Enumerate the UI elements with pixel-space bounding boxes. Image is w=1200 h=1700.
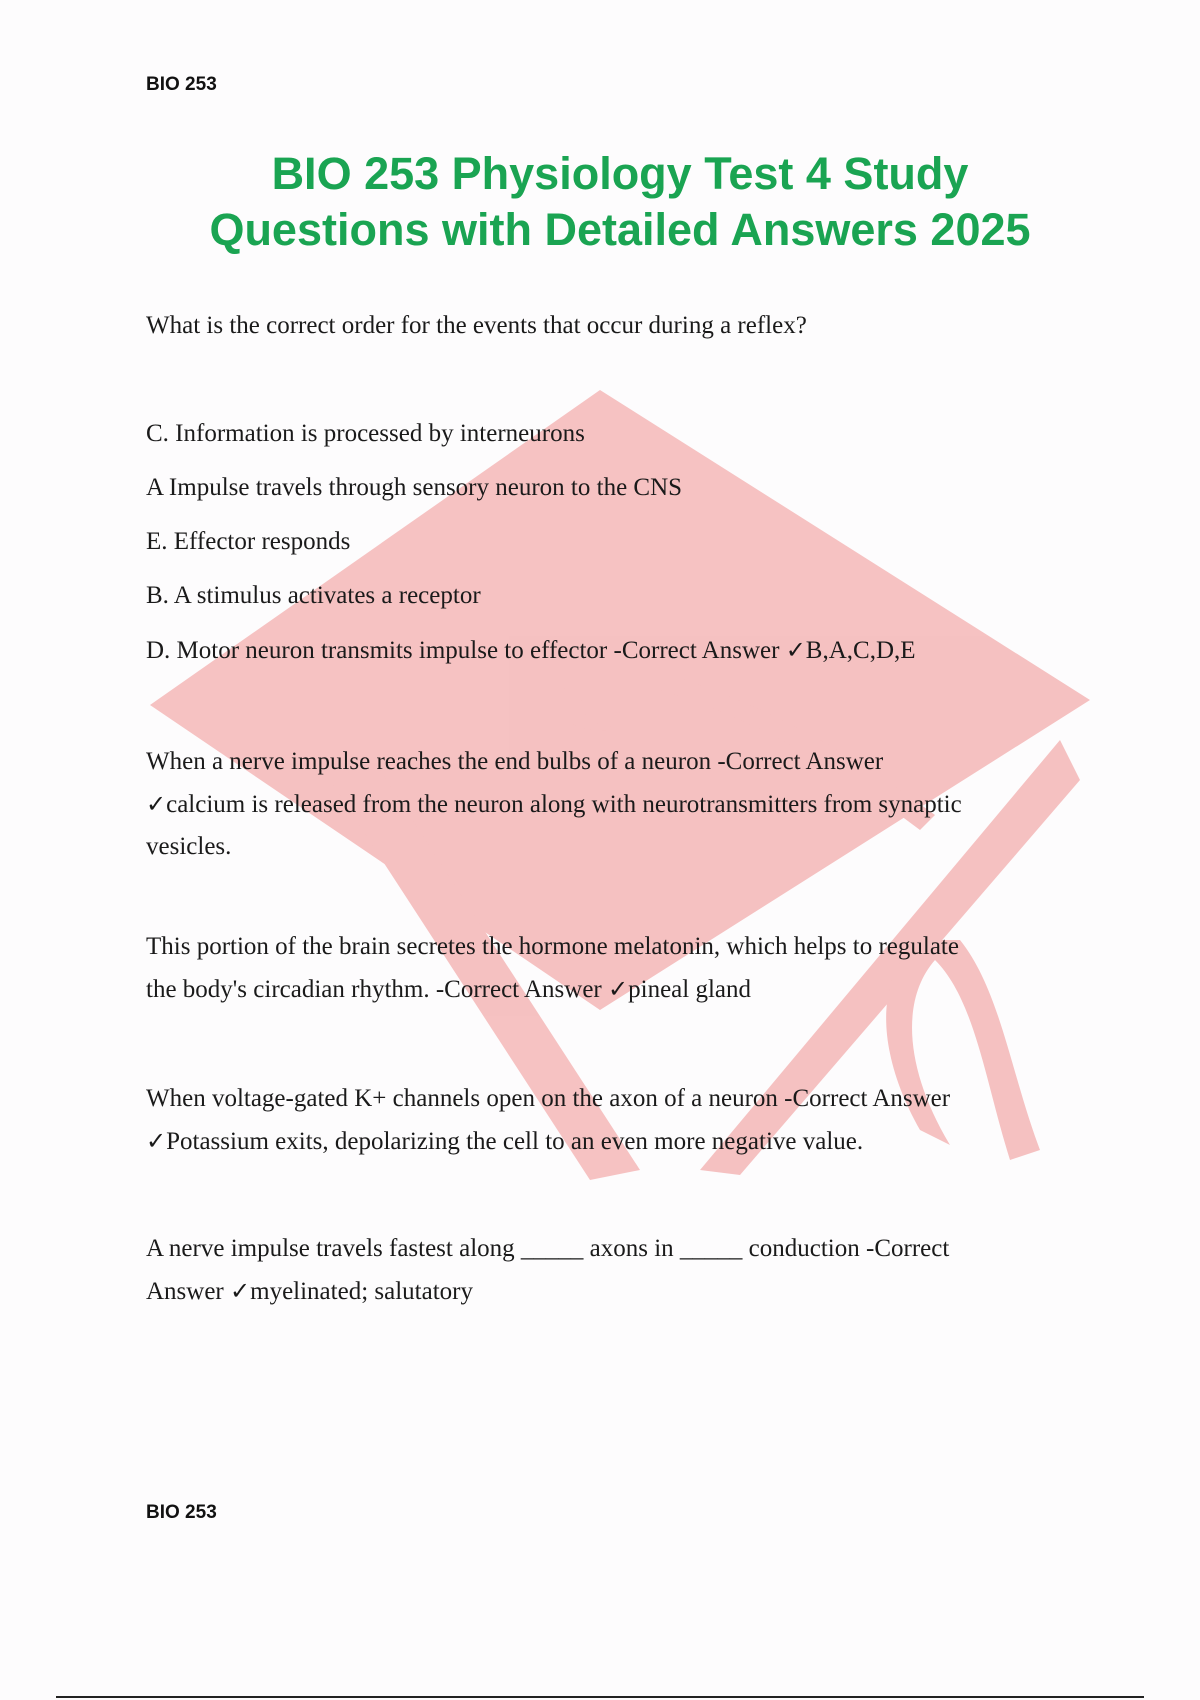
question-4	[146, 1078, 1076, 1163]
option-a: A Impulse travels through sensory neuron to the CNS	[146, 474, 683, 501]
question-1-prompt: What is the correct order for the events that occur during a reflex?	[146, 312, 807, 339]
check-icon: ✓	[230, 1277, 251, 1305]
question-2	[146, 741, 1076, 868]
question-1-answer: B,A,C,D,E	[805, 637, 916, 664]
question-3-line-1: This portion of the brain secretes the hormone melatonin, which helps to regulate	[146, 933, 959, 960]
question-3-answer: pineal gland	[628, 976, 752, 1003]
question-4-answer: Potassium exits, depolarizing the cell to an even more negative value.	[166, 1128, 864, 1155]
question-4-line-2	[146, 1120, 1076, 1163]
document-title	[120, 146, 1120, 258]
page-footer: BIO 253	[146, 1502, 217, 1523]
question-2-answer: calcium is released from the neuron along with neurotransmitters from synaptic	[166, 791, 962, 818]
title-line-1: BIO 253 Physiology Test 4 Study	[271, 148, 969, 199]
check-icon: ✓	[785, 636, 806, 664]
bottom-rule	[56, 1696, 1144, 1698]
question-3-line-2-text: the body's circadian rhythm. -Correct Answer	[146, 976, 609, 1003]
question-5-line-1: A nerve impulse travels fastest along _____ axons in _____ conduction -Correct	[146, 1235, 950, 1262]
option-d-text: D. Motor neuron transmits impulse to effector -Correct Answer	[146, 637, 786, 664]
check-icon: ✓	[146, 790, 167, 818]
question-5-line-2	[146, 1270, 1076, 1313]
option-b: B. A stimulus activates a receptor	[146, 582, 481, 609]
question-2-line-1: When a nerve impulse reaches the end bulbs of a neuron -Correct Answer	[146, 748, 884, 775]
question-5-answer: myelinated; salutatory	[250, 1278, 473, 1305]
question-3	[146, 926, 1076, 1011]
question-3-line-2	[146, 968, 1076, 1011]
option-e: E. Effector responds	[146, 528, 351, 555]
question-5-line-2-text: Answer	[146, 1278, 231, 1305]
check-icon: ✓	[608, 975, 629, 1003]
question-4-line-1: When voltage-gated K+ channels open on the axon of a neuron -Correct Answer	[146, 1085, 951, 1112]
check-icon: ✓	[146, 1127, 167, 1155]
page-header: BIO 253	[146, 74, 217, 95]
question-2-line-3: vesicles.	[146, 833, 232, 860]
question-5	[146, 1228, 1076, 1313]
option-d-with-answer	[146, 629, 1076, 683]
question-2-line-2	[146, 783, 1076, 826]
question-1-options	[146, 413, 1076, 683]
option-c: C. Information is processed by interneurons	[146, 420, 585, 447]
title-line-2: Questions with Detailed Answers 2025	[209, 204, 1031, 255]
